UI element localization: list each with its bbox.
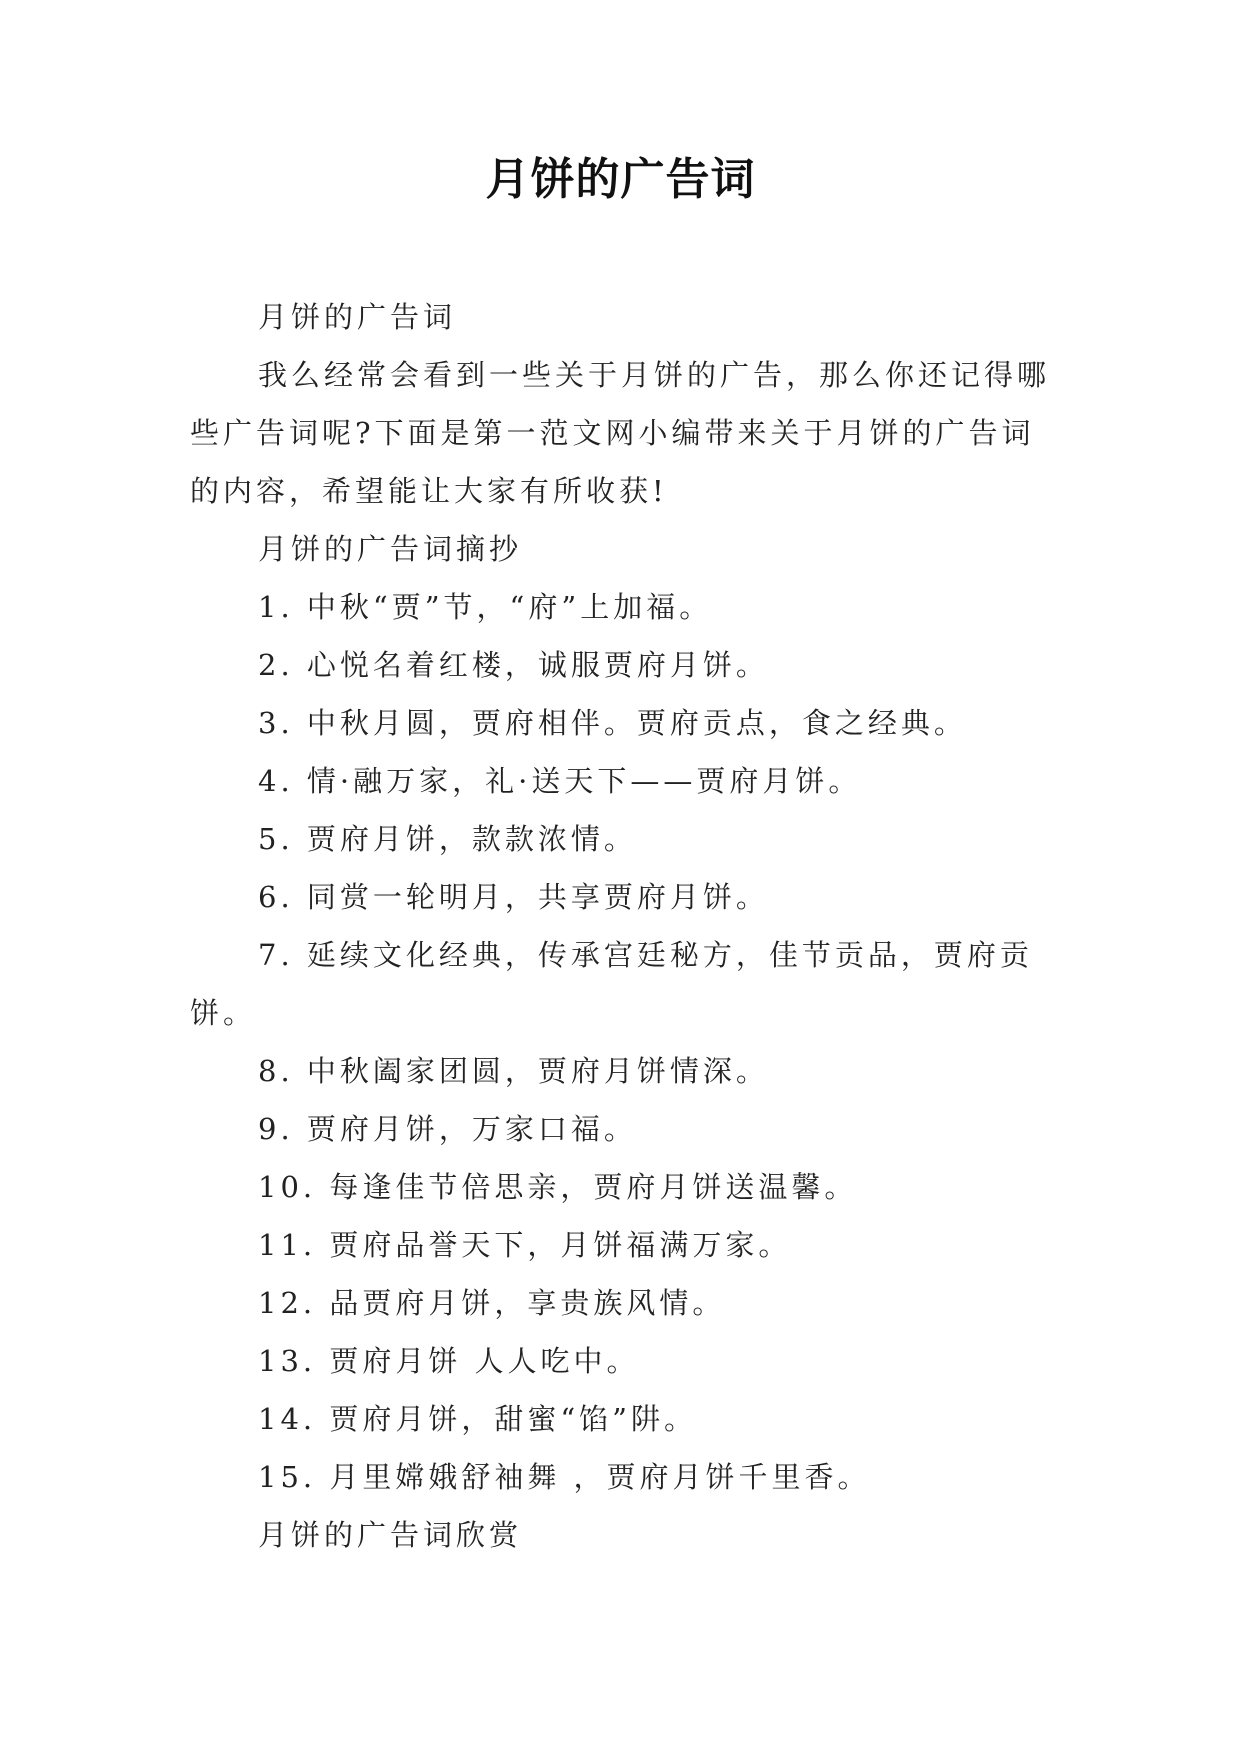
- list-item: 4. 情·融万家，礼·送天下——贾府月饼。: [258, 764, 862, 798]
- list-item: 6. 同赏一轮明月，共享贾府月饼。: [258, 880, 769, 914]
- intro-heading: 月饼的广告词: [258, 300, 457, 334]
- list-item: 10. 每逢佳节倍思亲，贾府月饼送温馨。: [258, 1170, 858, 1204]
- list-item: 11. 贾府品誉天下，月饼福满万家。: [258, 1228, 792, 1262]
- list-item: 15. 月里嫦娥舒袖舞 ，贾府月饼千里香。: [258, 1460, 871, 1494]
- list-item: 5. 贾府月饼，款款浓情。: [258, 822, 637, 856]
- section-heading-appreciation: 月饼的广告词欣赏: [258, 1518, 523, 1552]
- list-item: 13. 贾府月饼 人人吃中。: [258, 1344, 640, 1378]
- section-heading-excerpts: 月饼的广告词摘抄: [258, 532, 523, 566]
- list-item: 8. 中秋阖家团圆，贾府月饼情深。: [258, 1054, 769, 1088]
- list-item: 2. 心悦名着红楼，诚服贾府月饼。: [258, 648, 769, 682]
- list-item: 3. 中秋月圆，贾府相伴。贾府贡点，食之经典。: [258, 706, 967, 740]
- list-item: 14. 贾府月饼，甜蜜“馅”阱。: [258, 1402, 697, 1436]
- list-item: 7. 延续文化经典，传承宫廷秘方，佳节贡品，贾府贡饼。: [190, 938, 1033, 1030]
- list-item: 9. 贾府月饼，万家口福。: [258, 1112, 637, 1146]
- document-title: 月饼的广告词: [485, 154, 756, 205]
- list-item: 12. 品贾府月饼，享贵族风情。: [258, 1286, 726, 1320]
- intro-paragraph: 我么经常会看到一些关于月饼的广告，那么你还记得哪些广告词呢?下面是第一范文网小编带来关于月饼的广告词的内容，希望能让大家有所收获!: [190, 358, 1051, 508]
- list-item: 1. 中秋“贾”节，“府”上加福。: [258, 590, 713, 624]
- document-body: [190, 288, 1052, 1564]
